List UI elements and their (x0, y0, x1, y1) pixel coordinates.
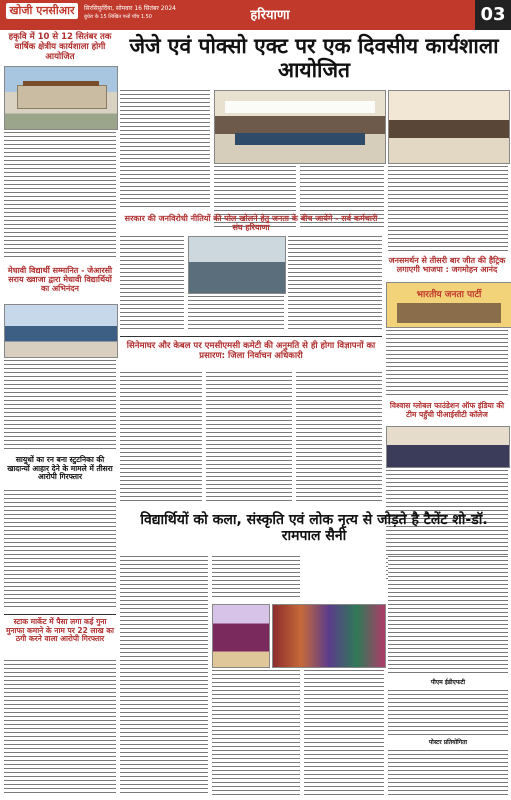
bjp-banner-text: भारतीय जनता पार्टी (416, 290, 482, 300)
story-arrest-headline: सायुधों का रन बना स्टुटनिका की खादान्यों आहार देने के मामले में तीसरा आरोपी गिरफ्तार (7, 455, 113, 482)
pm-edft-subhead: पीएम ईडीएफटी (430, 679, 466, 686)
story-union-col2 (188, 296, 284, 332)
story-mcmc-headline: सिनेमाघर और केबल पर एमसीएमसी कमेटी की अनुमति से ही होगा विज्ञापनों का प्रसारण: जिला निर्वाचन अधिकारी (126, 341, 376, 361)
talent-body-col1 (120, 556, 208, 796)
poster-competition-body (388, 750, 508, 796)
union-meeting-photo (188, 236, 286, 294)
page-number: 03 (475, 0, 511, 30)
university-building-photo (4, 66, 118, 130)
masthead (0, 0, 511, 30)
story-stock-headline: स्टाक मार्केट में पैसा लगा कई गुना मुनाफा कमाने के नाम पर 22 लाख का ठगी करने वाला आरोपी गिरफ्तार (6, 617, 114, 644)
dateline: सिरसिफ़ुर्दिया, सोमवार 16 सितंबर 2024 (84, 5, 176, 12)
talent-body-col3 (212, 670, 300, 796)
story-hau-body (4, 132, 116, 260)
talent-body-col2 (212, 556, 300, 600)
talent-show-headline: विद्यार्थियों को कला, संस्कृति एवं लोक नृत्य से जोड़ते है टैलेंट शो-डॉ. रामपाल सैनी (140, 512, 488, 545)
section-title: हरियाणा (250, 8, 290, 23)
story-bjp-headline: जनसमर्थन से तीसरी बार जीत की हैट्रिक लगाएगी भाजपा : जगमोहन आनंद (388, 256, 506, 275)
newspaper-logo: खोजी एनसीआर (6, 3, 78, 19)
lead-headline: जेजे एवं पोक्सो एक्ट पर एक दिवसीय कार्यशाला आयोजित (129, 34, 499, 83)
story-arrest-body (4, 490, 116, 610)
students-photo (4, 304, 118, 358)
lead-body-col4 (388, 166, 508, 252)
divider-mcmc (120, 336, 382, 337)
story-mcmc-col3 (296, 372, 382, 502)
story-stock-body (4, 660, 116, 796)
talent-body-col5 (388, 556, 508, 676)
vishwas-team-photo (386, 426, 510, 468)
story-vishwas-headline: विश्वास ग्लोबल फाउंडेशन ऑफ इंडिया की टीम पहुँची पीआईसीटी कॉलेज (389, 401, 505, 419)
dateline-sub: बुधेरा के 15 लिखित पत्तों पाँच 1.50 (84, 14, 152, 20)
bjp-event-photo (386, 282, 511, 328)
story-mcmc-col1 (120, 372, 202, 502)
talent-show-photo-1 (212, 604, 270, 668)
workshop-photo-1 (214, 90, 386, 164)
story-union-col1 (120, 236, 184, 332)
story-union-col3 (288, 236, 382, 332)
talent-body-col4 (304, 670, 384, 796)
poster-competition-subhead: पोस्टर प्रतियोगिता (428, 739, 468, 746)
story-hau-headline: हकृवि में 10 से 12 सितंबर तक वार्षिक क्षेत्रीय कार्यशाला होगी आयोजित (8, 32, 112, 62)
story-bjp-body (386, 330, 508, 398)
pm-edft-body (388, 690, 508, 736)
story-students-body (4, 360, 116, 450)
talent-show-photo-2 (272, 604, 386, 668)
divider-stock (4, 614, 116, 615)
lead-body-col1 (120, 90, 210, 210)
workshop-photo-2 (388, 90, 510, 164)
story-union-headline: सरकार की जनविरोधी नीतियों की पोल खोलने हेतु जनता के बीच जायेंगे - सर्व कर्मचारी संघ हरियाणा (124, 214, 378, 233)
story-mcmc-col2 (206, 372, 292, 502)
story-students-headline: मेधावी विद्यार्थी सम्मानित - जेआरसी सराय ख्वाजा द्वारा मेधावी विद्यार्थियों का अभिनंदन (7, 266, 113, 294)
